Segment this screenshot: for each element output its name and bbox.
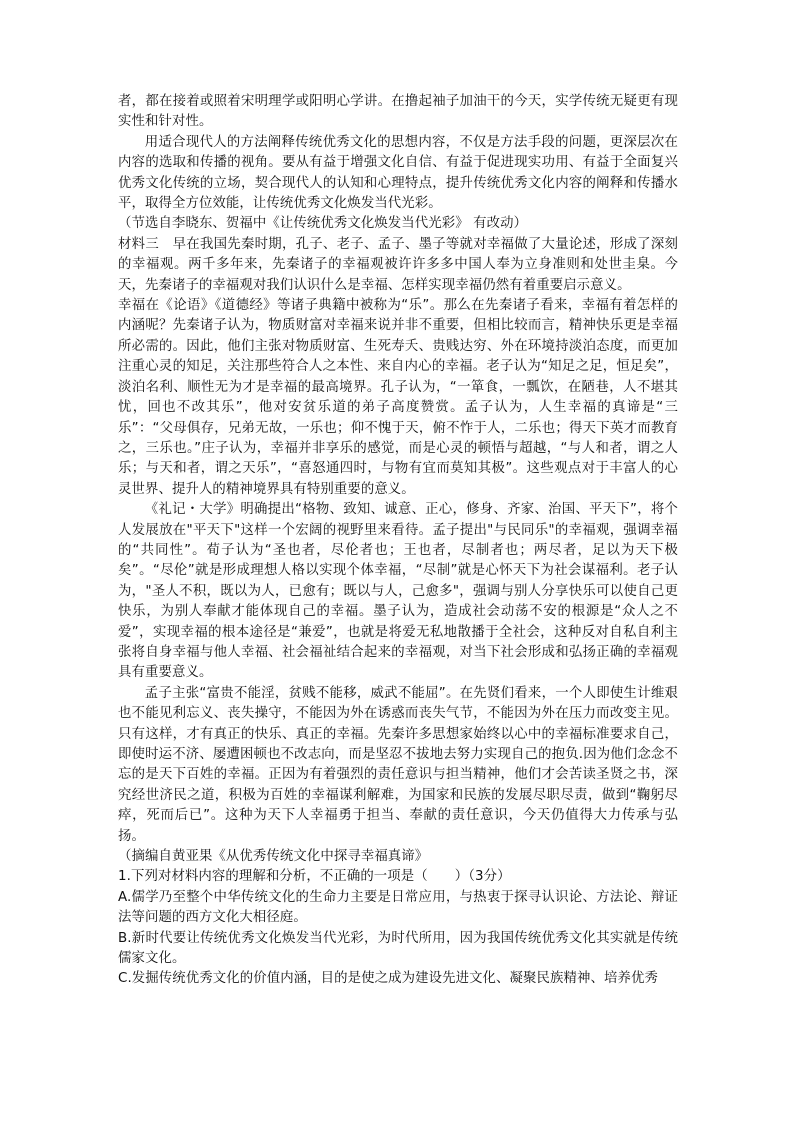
question-1: 1.下列对材料内容的理解和分析，不正确的一项是（ ）（3分） [118, 869, 511, 885]
option-a: A.儒学乃至整个中华传统文化的生命力主要是日常应用，与热衷于探寻认识论、方法论、辩证法等问题的西方文化大相径庭。 [118, 889, 678, 926]
paragraph-happiness-meaning: 幸福在《论语》《道德经》等诸子典籍中被称为“乐”。那么在先秦诸子看来，幸福有着怎样的内涵呢？先秦诸子认为，物质财富对幸福来说并非不重要，但相比较而言，精神快乐更是幸福所必需的。因此，他们主张对物质财富、生死寿夭、贵贱达穷、外在环境持淡泊态度，而更加注重心灵的知足，关注那些符合人之本性、来自内心的幸福。老子认为“知足之足，恒足矣”，淡泊名利、顺性无为才是幸福的最高境界。孔子认为，“一箪食，一瓢饮，在陋巷，人不堪其忧，回也不改其乐”，他对安贫乐道的弟子高度赞赏。孟子认为，人生幸福的真谛是“三乐”：“父母俱存，兄弟无故，一乐也；仰不愧于天，俯不怍于人，二乐也；得天下英才而教育之，三乐也。”庄子认为，幸福并非享乐的感觉，而是心灵的顿悟与超越，“与人和者，谓之人乐；与天和者，谓之天乐”，“喜怒通四时，与物有宜而莫知其极”。这些观点对于丰富人的心灵世界、提升人的精神境界具有特别重要的意义。 [118, 298, 678, 497]
paragraph-mencius: 孟子主张“富贵不能淫，贫贱不能移，威武不能屈”。在先贤们看来，一个人即使生计维艰也不能见利忘义、丧失操守，不能因为外在诱惑而丧失气节，不能因为外在压力而改变主见。只有这样，才有真正的快乐、真正的幸福。先秦许多思想家始终以心中的幸福标准要求自己，即使时运不济、屡遭困顿也不改志向，而是坚忍不拔地去努力实现自己的抱负.因为他们念念不忘的是天下百姓的幸福。正因为有着强烈的责任意识与担当精神，他们才会苦读圣贤之书，深究经世济民之道，积极为百姓的幸福谋利解难，为国家和民族的发展尽职尽责，做到“鞠躬尽瘁，死而后已”。这种为天下人幸福勇于担当、奉献的责任意识，今天仍值得大力传承与弘扬。 [118, 685, 678, 844]
source-note-1: （节选自李晓东、贺福中《让传统优秀文化焕发当代光彩》 有改动） [118, 216, 528, 232]
paragraph-method: 用适合现代人的方法阐释传统优秀文化的思想内容，不仅是方法手段的问题，更深层次在内容的选取和传播的视角。要从有益于增强文化自信、有益于促进现实功用、有益于全面复兴优秀文化传统的立场，契合现代人的认知和心理特点，提升传统优秀文化内容的阐释和传播水平，取得全方位效能，让传统优秀文化焕发当代光彩。 [118, 134, 678, 212]
option-c: C.发掘传统优秀文化的价值内涵，目的是使之成为建设先进文化、凝聚民族精神、培养优秀 [118, 971, 658, 987]
paragraph-liji: 《礼记・大学》明确提出“格物、致知、诚意、正心，修身、齐家、治国、平天下”，将个人发展放在"平天下"这样一个宏阔的视野里来看待。孟子提出"与民同乐"的幸福观，强调幸福的“共同性”。荀子认为“圣也者，尽伦者也；王也者，尽制者也；两尽者，足以为天下极矣”。“尽伦”就是形成理想人格以实现个体幸福，“尽制”就是心怀天下为社会谋福利。老子认为，"圣人不积，既以为人，已愈有；既以与人，己愈多"，强调与别人分享快乐可以使自己更快乐，为别人奉献才能体现自己的幸福。墨子认为，造成社会动荡不安的根源是“众人之不爱”，实现幸福的根本途径是“兼爱”，也就是将爱无私地散播于全社会，这种反对自私自利主张将自身幸福与他人幸福、社会福祉结合起来的幸福观，对当下社会形成和弘扬正确的幸福观具有重要意义。 [118, 502, 678, 681]
material-three-intro: 材料三 早在我国先秦时期，孔子、老子、孟子、墨子等就对幸福做了大量论述，形成了深刻的幸福观。两千多年来，先秦诸子的幸福观被许许多多中国人奉为立身准则和处世圭臬。今天，先秦诸子的幸福观对我们认识什么是幸福、怎样实现幸福仍然有着重要启示意义。 [118, 236, 678, 293]
source-note-2: （摘编自黄亚果《从优秀传统文化中探寻幸福真谛》 [118, 849, 429, 865]
option-b: B.新时代要让传统优秀文化焕发当代光彩，为时代所用，因为我国传统优秀文化其实就是传统儒家文化。 [118, 930, 678, 967]
paragraph-continuation: 者，都在接着或照着宋明理学或阳明心学讲。在撸起袖子加油干的今天，实学传统无疑更有现实性和针对性。 [118, 94, 678, 130]
document-page [118, 92, 678, 990]
